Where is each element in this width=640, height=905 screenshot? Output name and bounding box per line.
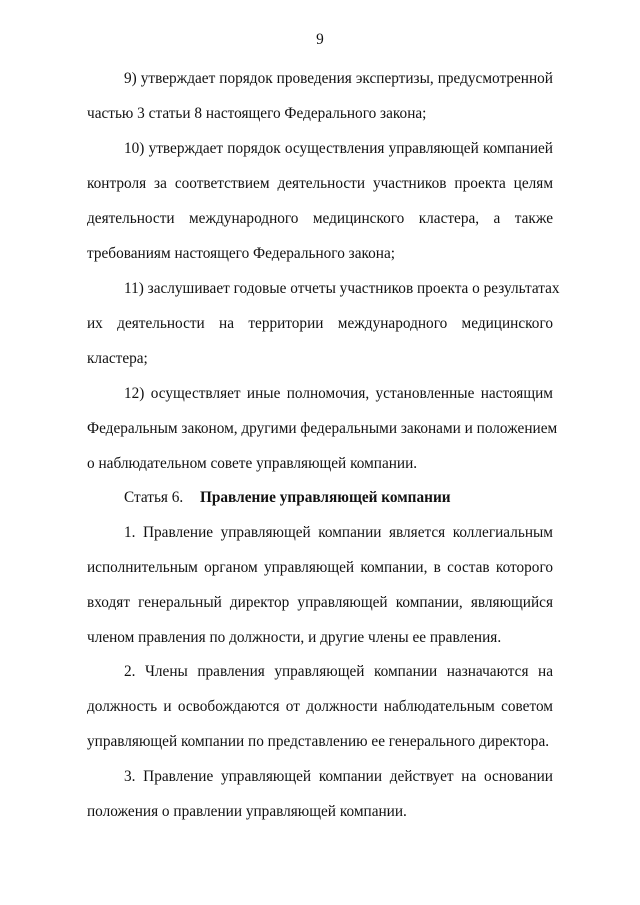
- text-line: их деятельности на территории международного медицинского: [87, 315, 553, 332]
- text-line: исполнительным органом управляющей компании, в состав которого: [87, 559, 553, 576]
- text-line: членом правления по должности, и другие члены ее правления.: [87, 629, 502, 646]
- paragraph-item-12: [87, 384, 558, 489]
- text-line: должность и освобождаются от должности наблюдательным советом: [87, 698, 553, 715]
- text-line: 10) утверждает порядок осуществления управляющей компанией: [124, 140, 553, 157]
- text-line: 2. Члены правления управляющей компании назначаются на: [124, 663, 553, 680]
- text-line: 1. Правление управляющей компании является коллегиальным: [124, 524, 553, 541]
- article-paragraph-1: [87, 523, 553, 663]
- text-line: кластера;: [87, 350, 148, 367]
- text-line: частью 3 статьи 8 настоящего Федерального закона;: [87, 105, 427, 122]
- text-line: положения о правлении управляющей компании.: [87, 803, 407, 820]
- paragraph-item-11: [87, 279, 560, 384]
- page-number: 9: [316, 31, 324, 48]
- text-line: 9) утверждает порядок проведения экспертизы, предусмотренной: [124, 70, 553, 87]
- text-line: управляющей компании по представлению ее генерального директора.: [87, 733, 550, 750]
- paragraph-item-10: [87, 139, 553, 279]
- text-line: контроля за соответствием деятельности участников проекта целям: [87, 175, 553, 192]
- text-line: 3. Правление управляющей компании действует на основании: [124, 768, 553, 785]
- article-title: Правление управляющей компании: [200, 489, 451, 506]
- text-line: о наблюдательном совете управляющей компании.: [87, 455, 418, 472]
- article-paragraph-2: [87, 662, 553, 767]
- article-heading: [124, 488, 451, 508]
- text-line: Федеральным законом, другими федеральными законами и положением: [87, 420, 558, 437]
- text-line: входят генеральный директор управляющей компании, являющийся: [87, 594, 553, 611]
- paragraph-item-9: [87, 69, 553, 139]
- text-line: 11) заслушивает годовые отчеты участников проекта о результатах: [124, 280, 560, 297]
- article-paragraph-3: [87, 767, 553, 837]
- article-label: Статья 6.: [124, 489, 184, 506]
- text-line: 12) осуществляет иные полномочия, установленные настоящим: [124, 385, 553, 402]
- text-line: требованиям настоящего Федерального закона;: [87, 245, 396, 262]
- text-line: деятельности международного медицинского кластера, а также: [87, 210, 553, 227]
